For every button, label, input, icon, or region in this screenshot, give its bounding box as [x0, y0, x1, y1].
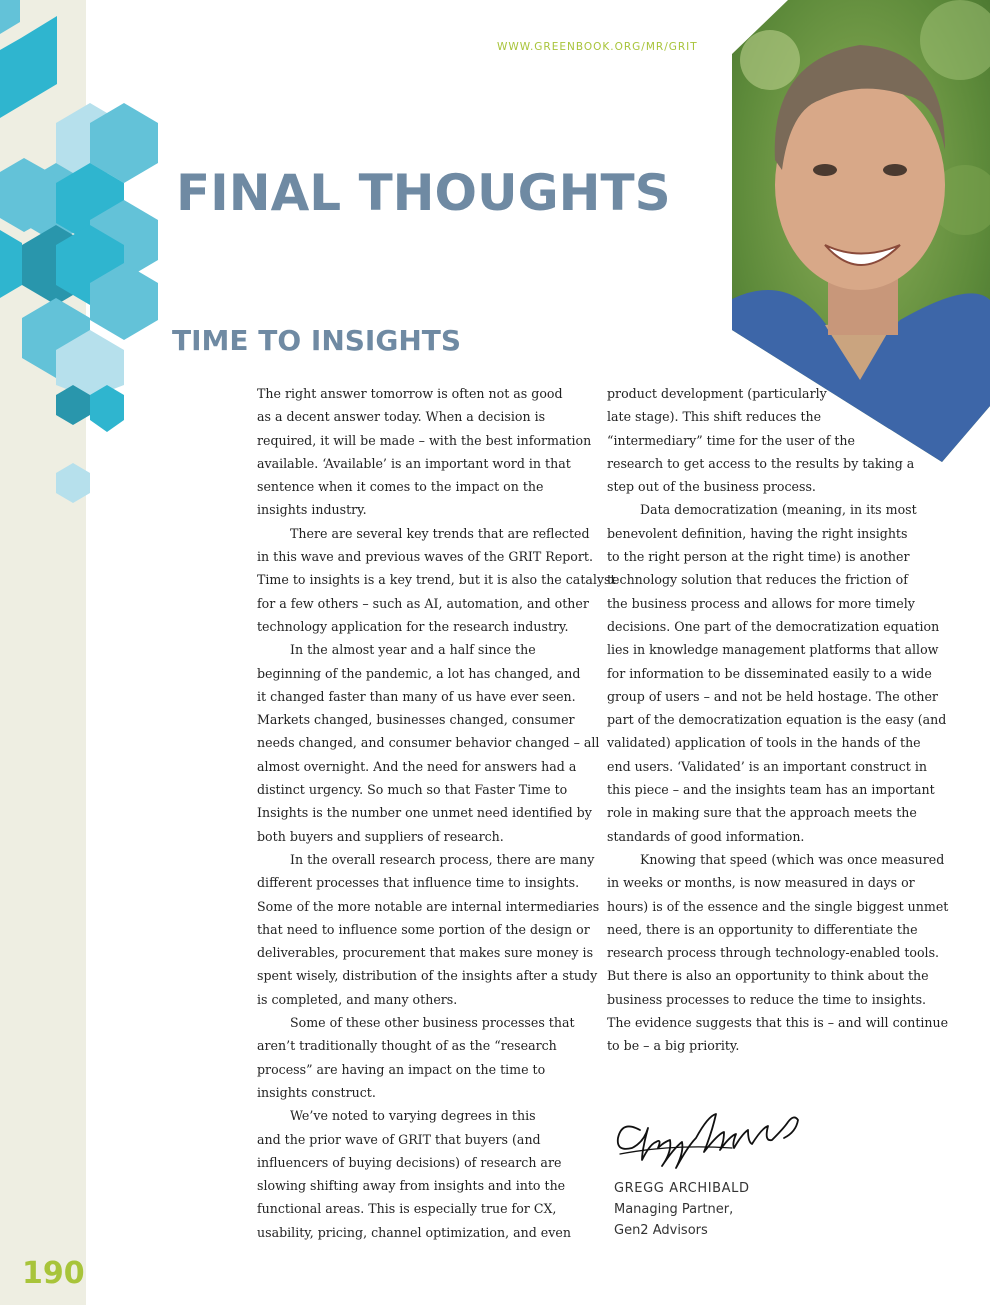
text-line: Data democratization (meaning, in its most [640, 502, 917, 518]
text-line: aren’t traditionally thought of as the “research [257, 1038, 557, 1054]
author-name: GREGG ARCHIBALD [614, 1181, 750, 1196]
text-line: The right answer tomorrow is often not as good [257, 386, 563, 401]
text-line: required, it will be made – with the best information [257, 432, 592, 448]
text-line: end users. ‘Validated’ is an important construct in [607, 758, 927, 774]
text-line: decisions. One part of the democratization equation [607, 618, 940, 634]
section-title: TIME TO INSIGHTS [172, 324, 462, 357]
text-line: almost overnight. And the need for answers had a [257, 758, 577, 774]
text-line: beginning of the pandemic, a lot has changed, and [257, 665, 581, 681]
text-line: insights industry. [257, 502, 367, 518]
text-line: step out of the business process. [607, 479, 816, 495]
text-line: need, there is an opportunity to differentiate the [607, 921, 918, 937]
text-line: Markets changed, businesses changed, consumer [257, 712, 575, 728]
text-line: research to get access to the results by taking a [607, 455, 915, 471]
text-line: functional areas. This is especially true for CX, [257, 1201, 557, 1217]
paragraph [257, 522, 616, 638]
text-line: usability, pricing, channel optimization, and even [257, 1224, 571, 1240]
text-line: this piece – and the insights team has an important [607, 782, 935, 798]
text-line: technology solution that reduces the friction of [607, 572, 908, 588]
text-line: deliverables, procurement that makes sure money is [257, 945, 594, 961]
text-line: We’ve noted to varying degrees in this [290, 1108, 536, 1124]
text-line: distinct urgency. So much so that Faster Time to [257, 782, 568, 798]
body-column-right [607, 382, 949, 1058]
text-line: Some of the more notable are internal intermediaries [257, 898, 600, 914]
text-line: In the overall research process, there are many [290, 851, 595, 867]
text-line: needs changed, and consumer behavior changed – all [257, 735, 600, 751]
text-line: available. ‘Available’ is an important word in that [257, 455, 571, 471]
paragraph [607, 848, 949, 1058]
text-line: sentence when it comes to the impact on the [257, 479, 544, 495]
paragraph [257, 1011, 589, 1104]
text-line: technology application for the research industry. [257, 618, 569, 634]
text-line: lies in knowledge management platforms that allow [607, 642, 939, 658]
text-line: role in making sure that the approach meets the [607, 805, 917, 821]
paragraph [257, 848, 600, 1011]
header-url: WWW.GREENBOOK.ORG/MR/GRIT [497, 41, 698, 53]
text-line: that need to influence some portion of the design or [257, 921, 590, 937]
text-line: Time to insights is a key trend, but it is also the catalyst [257, 572, 616, 588]
page-title: FINAL THOUGHTS [176, 164, 671, 222]
text-line: the business process and allows for more timely [607, 595, 915, 611]
body-column-left [257, 382, 616, 1244]
text-line: late stage). This shift reduces the [607, 409, 822, 425]
text-line: in weeks or months, is now measured in days or [607, 875, 915, 891]
text-line: it changed faster than many of us have ever seen. [257, 688, 576, 704]
text-line: product development (particularly [607, 386, 827, 401]
text-line: process” are having an impact on the time to [257, 1061, 546, 1077]
paragraph [257, 1104, 589, 1244]
text-line: both buyers and suppliers of research. [257, 828, 504, 844]
text-line: Some of these other business processes that [290, 1015, 575, 1031]
text-line: different processes that influence time to insights. [257, 875, 580, 891]
text-line: to be – a big priority. [607, 1038, 740, 1054]
text-line: part of the democratization equation is the easy (and [607, 712, 947, 728]
author-company: Gen2 Advisors [614, 1223, 708, 1238]
text-line: and the prior wave of GRIT that buyers (and [257, 1131, 541, 1147]
text-line: research process through technology-enabled tools. [607, 945, 940, 961]
text-line: spent wisely, distribution of the insights after a study [257, 968, 598, 984]
paragraph [257, 382, 592, 522]
author-role: Managing Partner, [614, 1202, 734, 1217]
paragraph [607, 498, 947, 847]
text-line: to the right person at the right time) is another [607, 549, 910, 565]
text-line: slowing shifting away from insights and into the [257, 1178, 566, 1194]
text-line: benevolent definition, having the right insights [607, 525, 908, 541]
handwritten-signature [612, 1108, 807, 1170]
text-line: for a few others – such as AI, automation, and other [257, 595, 589, 611]
text-line: standards of good information. [607, 828, 805, 844]
text-line: as a decent answer today. When a decision is [257, 409, 546, 425]
text-line: In the almost year and a half since the [290, 642, 536, 658]
text-line: But there is also an opportunity to think about the [607, 968, 929, 984]
paragraph [607, 382, 942, 498]
paragraph [257, 638, 600, 848]
text-line: Knowing that speed (which was once measured [640, 851, 945, 867]
text-line: There are several key trends that are reflected [290, 525, 590, 541]
text-line: is completed, and many others. [257, 991, 458, 1007]
text-line: insights construct. [257, 1084, 376, 1100]
text-line: in this wave and previous waves of the GRIT Report. [257, 549, 593, 565]
text-line: for information to be disseminated easily to a wide [607, 665, 932, 681]
text-line: validated) application of tools in the hands of the [607, 735, 921, 751]
text-line: influencers of buying decisions) of research are [257, 1154, 562, 1170]
text-line: The evidence suggests that this is – and will continue [607, 1015, 949, 1031]
text-line: Insights is the number one unmet need identified by [257, 805, 592, 821]
page-number: 190 [22, 1256, 85, 1291]
text-line: hours) is of the essence and the single biggest unmet [607, 898, 949, 914]
text-line: group of users – and not be held hostage. The other [607, 688, 938, 704]
text-line: “intermediary” time for the user of the [607, 432, 855, 448]
hexagon-decoration [0, 0, 170, 520]
author-signature-block [614, 1178, 750, 1241]
text-line: business processes to reduce the time to insights. [607, 991, 927, 1007]
